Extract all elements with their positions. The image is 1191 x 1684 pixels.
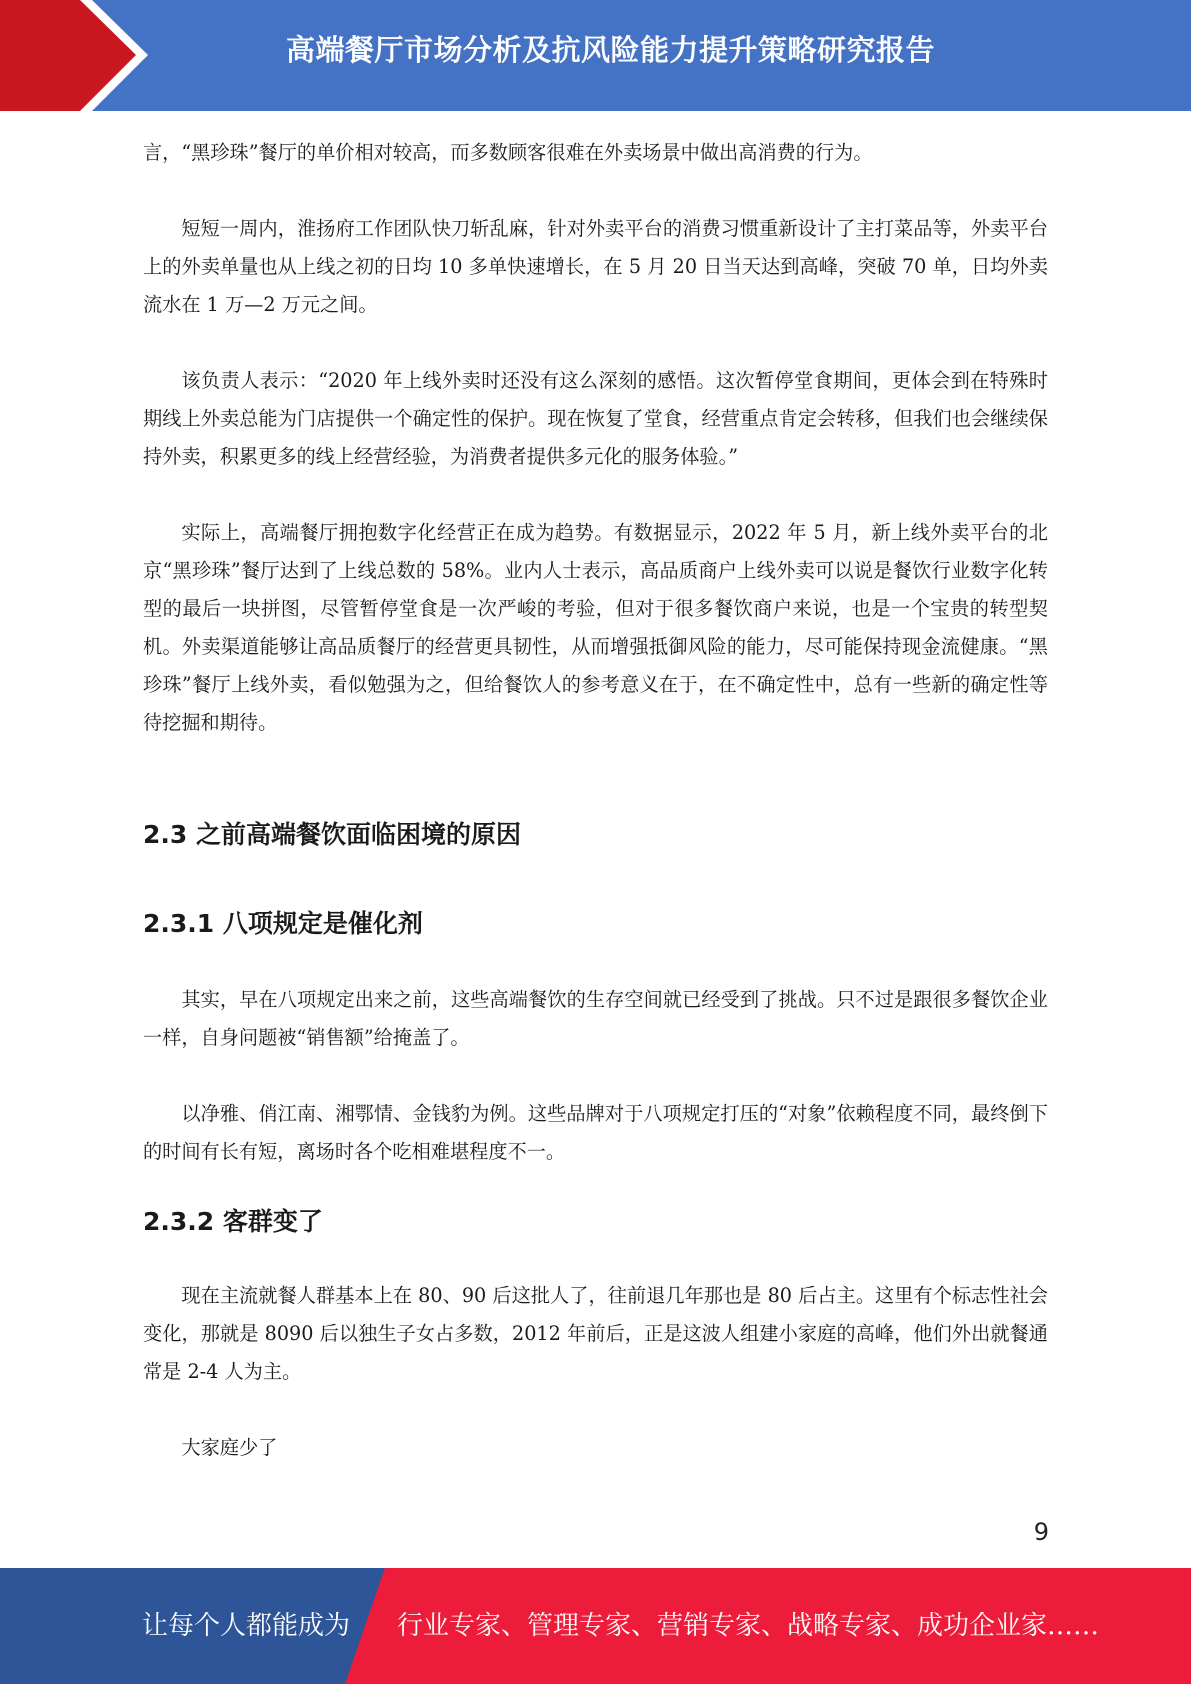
header-chevron-decoration [0,0,152,111]
page-content [143,134,1048,1505]
paragraph: 大家庭少了 [181,1436,278,1459]
page-header [0,0,1191,111]
section-heading-2-3-1: 2.3.1 八项规定是催化剂 [143,909,423,938]
paragraph: 其实，早在八项规定出来之前，这些高端餐饮的生存空间就已经受到了挑战。只不过是跟很多餐饮企业一样，自身问题被“销售额”给掩盖了。 [143,988,1048,1049]
page-number: 9 [1033,1518,1049,1546]
paragraph: 该负责人表示：“2020 年上线外卖时还没有这么深刻的感悟。这次暂停堂食期间，更体会到在特殊时期线上外卖总能为门店提供一个确定性的保护。现在恢复了堂食，经营重点肯定会转移，但我们也会继续保持外卖，积累更多的线上经营经验，为消费者提供多元化的服务体验。” [143,369,1048,468]
report-title: 高端餐厅市场分析及抗风险能力提升策略研究报告 [285,33,935,67]
page-footer [0,1568,1191,1684]
footer-slogan-left: 让每个人都能成为 [142,1611,351,1641]
section-heading-2-3-2: 2.3.2 客群变了 [143,1207,323,1236]
paragraph: 实际上，高端餐厅拥抱数字化经营正在成为趋势。有数据显示，2022 年 5 月，新上线外卖平台的北京“黑珍珠”餐厅达到了上线总数的 58%。业内人士表示，高品质商户上线外卖可以说是餐饮行业数字化转型的最后一块拼图，尽管暂停堂食是一次严峻的考验，但对于很多餐饮商户来说，也是一个宝贵的转型契机。外卖渠道能够让高品质餐厅的经营更具韧性，从而增强抵御风险的能力，尽可能保持现金流健康。“黑珍珠”餐厅上线外卖，看似勉强为之，但给餐饮人的参考意义在于，在不确定性中，总有一些新的确定性等待挖掘和期待。 [143,521,1048,734]
section-heading-2-3: 2.3 之前高端餐饮面临困境的原因 [143,820,521,849]
footer-slogan-right: 行业专家、管理专家、营销专家、战略专家、成功企业家…… [397,1611,1100,1641]
paragraph-continued: 言，“黑珍珠”餐厅的单价相对较高，而多数顾客很难在外卖场景中做出高消费的行为。 [143,141,873,164]
paragraph: 现在主流就餐人群基本上在 80、90 后这批人了，往前退几年那也是 80 后占主。这里有个标志性社会变化，那就是 8090 后以独生子女占多数，2012 年前后，正是这波人组建小家庭的高峰，他们外出就餐通常是 2-4 人为主。 [143,1284,1048,1383]
paragraph: 短短一周内，淮扬府工作团队快刀斩乱麻，针对外卖平台的消费习惯重新设计了主打菜品等，外卖平台上的外卖单量也从上线之初的日均 10 多单快速增长，在 5 月 20 日当天达到高峰，突破 70 单，日均外卖流水在 1 万—2 万元之间。 [143,217,1048,316]
paragraph: 以净雅、俏江南、湘鄂情、金钱豹为例。这些品牌对于八项规定打压的“对象”依赖程度不同，最终倒下的时间有长有短，离场时各个吃相难堪程度不一。 [143,1102,1048,1163]
